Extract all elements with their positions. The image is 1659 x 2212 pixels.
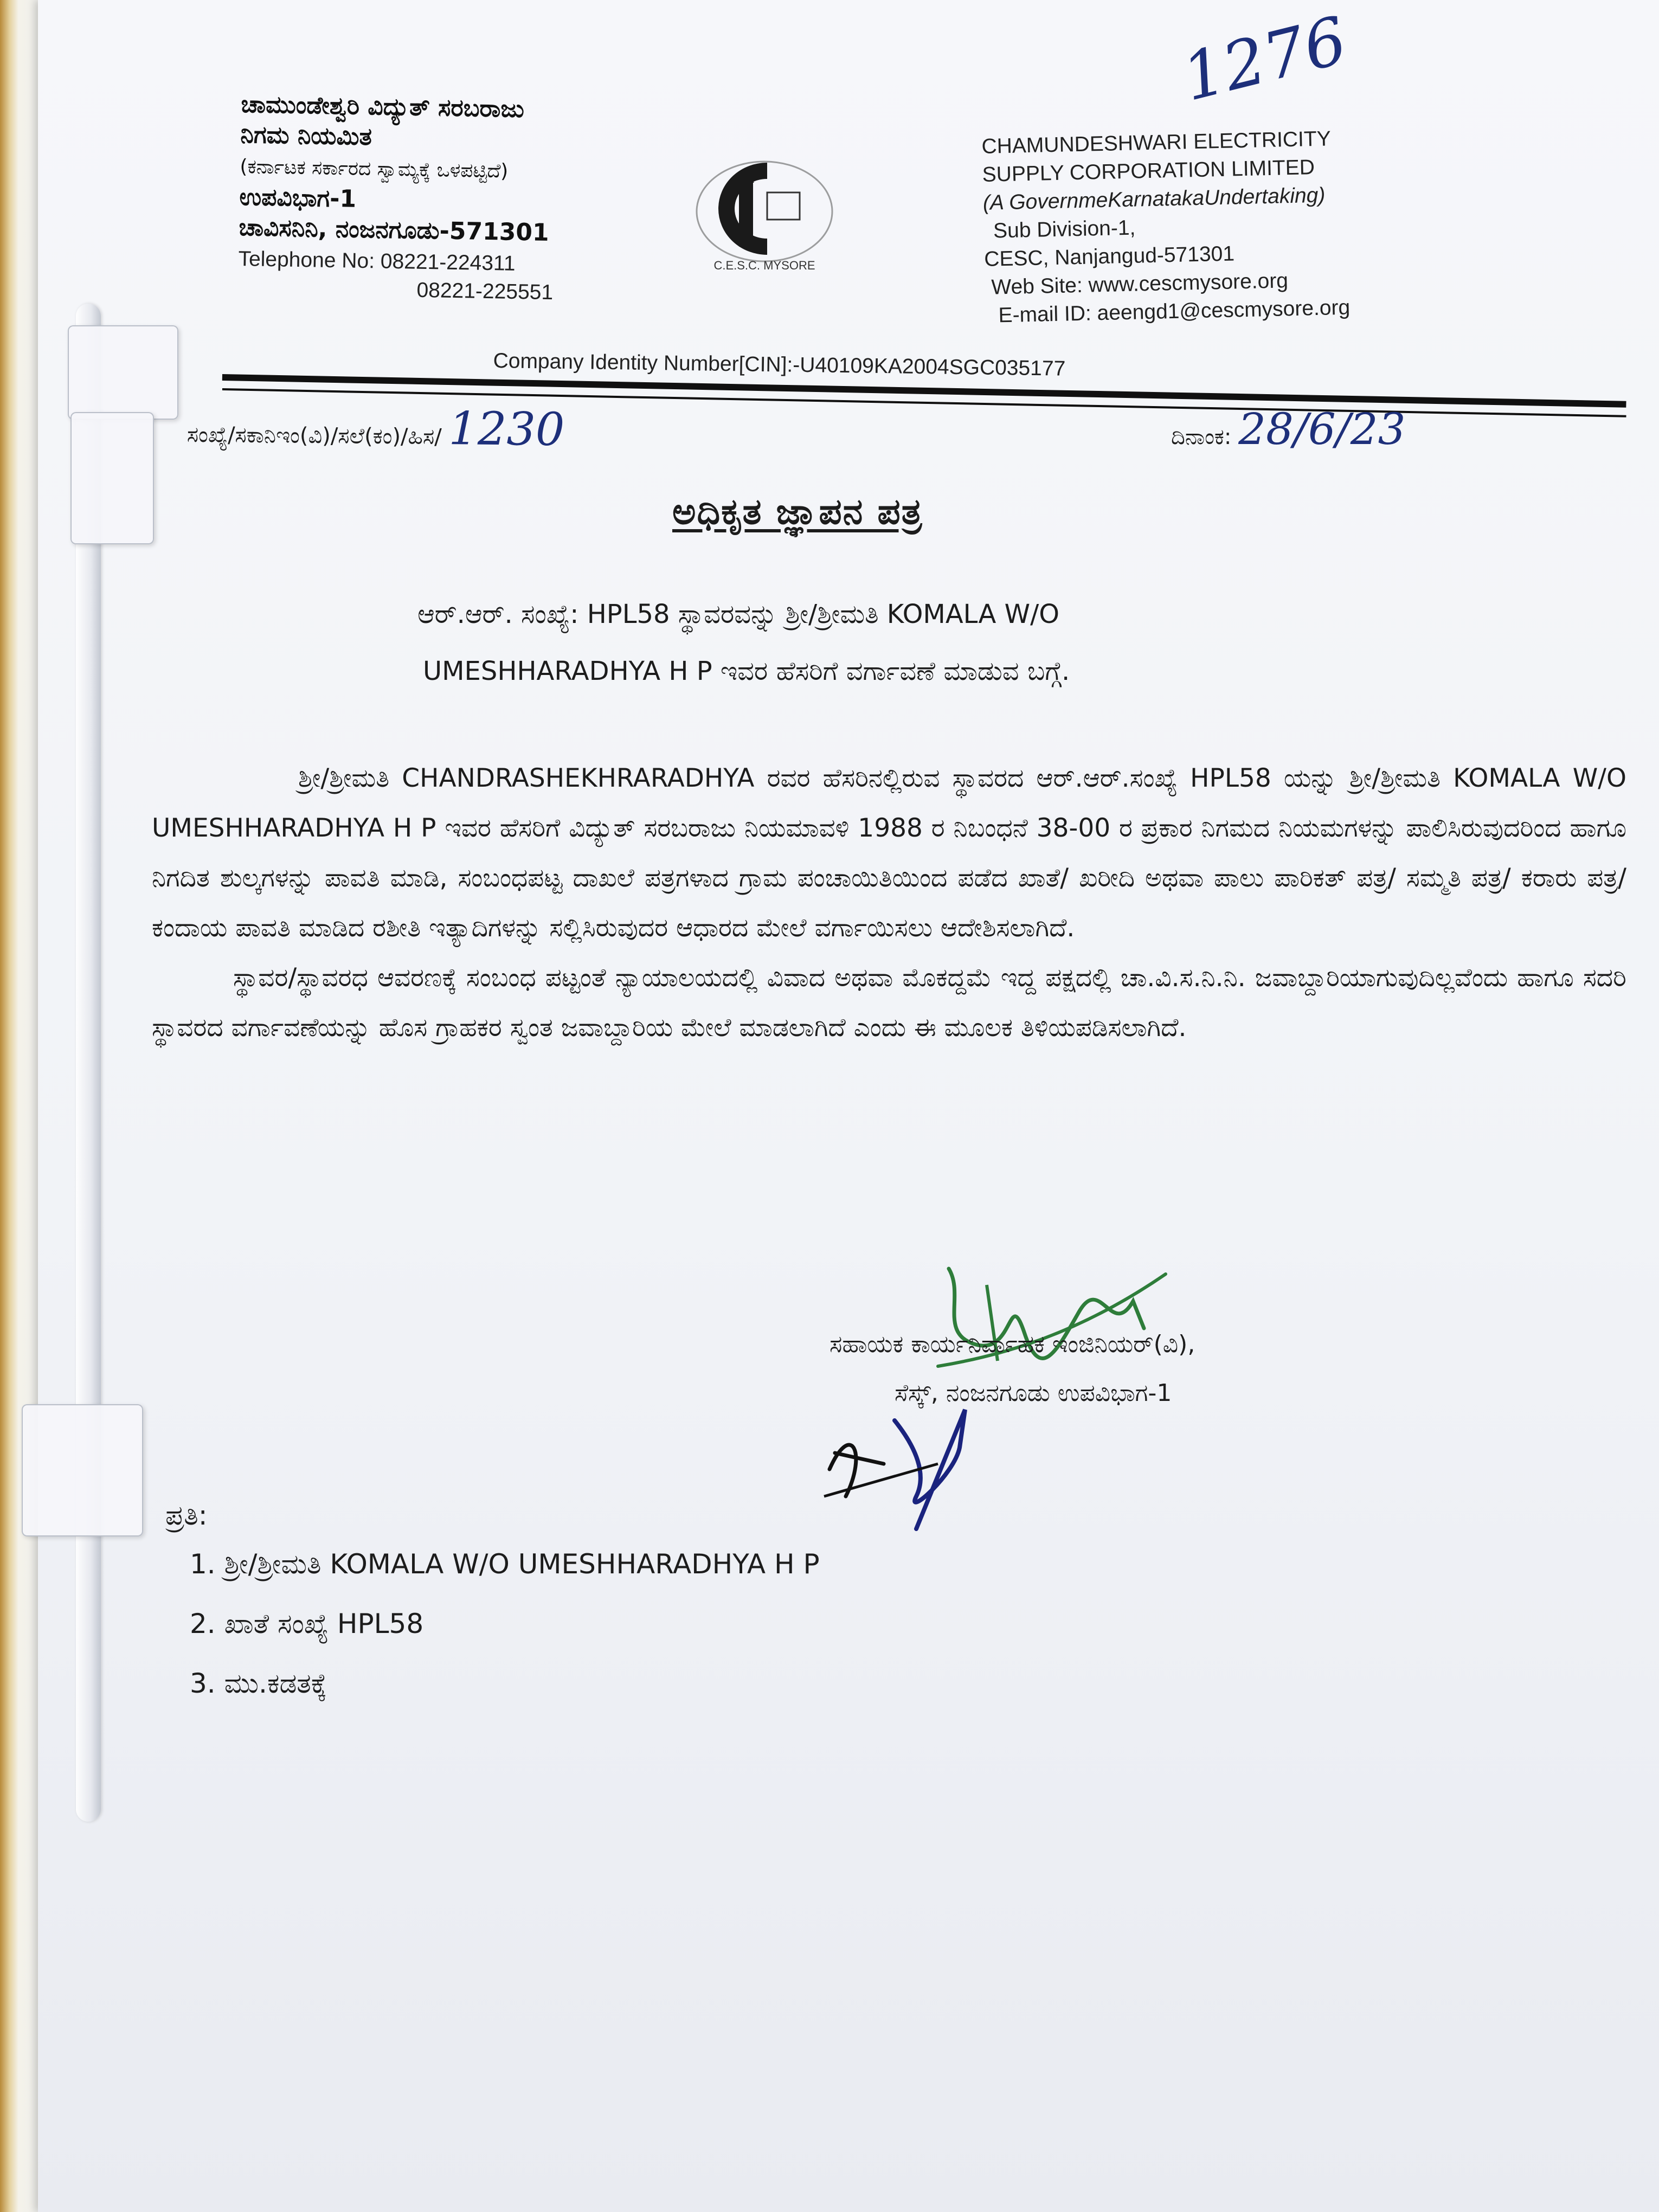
telephone-number: Telephone No: 08221-224311 xyxy=(238,247,516,275)
date-label: ದಿನಾಂಕ: xyxy=(1171,425,1232,449)
org-name-english-1: CHAMUNDESHWARI ELECTRICITY xyxy=(981,127,1332,158)
body-paragraph-2: ಸ್ಥಾವರ/ಸ್ಥಾವರಧ ಆವರಣಕ್ಕೆ ಸಂಬಂಧ ಪಟ್ಟಂತೆ ನ್ಯಾಯಾಲಯದಲ್ಲಿ ವಿವಾದ ಅಥವಾ ಮೊಕದ್ದಮೆ ಇದ್ದ ಪಕ್ಷದಲ್ಲಿ ಚಾ.ವಿ.ಸ.ನಿ.ನಿ. ಜವಾಬ್ದಾರಿಯಾಗುವುದಿಲ್ಲವೆಂದು ಹಾಗೂ ಸದರಿ ಸ್ಥಾವರದ ವರ್ಗಾವಣೆಯನ್ನು ಹೊಸ ಗ್ರಾಹಕರ ಸ್ವಂತ ಜವಾಬ್ದಾರಿಯ ಮೇಲೆ ಮಾಡಲಾಗಿದೆ ಎಂದು ಈ ಮೂಲಕ ತಿಳಿಯಪಡಿಸಲಾಗಿದೆ. xyxy=(152,963,1626,1043)
reference-number-line xyxy=(187,400,565,456)
email: E-mail ID: aeengd1@cescmysore.org xyxy=(998,295,1351,327)
reference-label: ಸಂಖ್ಯೆ/ಸಕಾನಿಇಂ(ವಿ)/ಸಲೆ(ಕಂ)/ಹಿಸ/ xyxy=(187,422,442,450)
govt-note-english: (A GovernmeKarnatakaUndertaking) xyxy=(982,183,1326,215)
binder-clip-top xyxy=(68,325,178,420)
org-name-kannada-2: ನಿಗಮ ನಿಯಮಿತ xyxy=(240,120,372,151)
copy-recipient-1: 1. ಶ್ರೀ/ಶ್ರೀಮತಿ KOMALA W/O UMESHHARADHYA H P xyxy=(190,1548,820,1580)
handwritten-inward-number: 1276 xyxy=(1175,3,1354,116)
address-english: CESC, Nanjangud-571301 xyxy=(983,242,1235,271)
header-english xyxy=(981,125,1351,330)
signatory-office: ಸೆಸ್ಕ್, ನಂಜನಗೂಡು ಉಪವಿಭಾಗ-1 xyxy=(895,1379,1172,1407)
copies-label: ಪ್ರತಿ: xyxy=(165,1500,208,1531)
org-name-kannada-1: ಚಾಮುಂಡೇಶ್ವರಿ ವಿದ್ಯುತ್ ಸರಬರಾಜು xyxy=(241,90,525,124)
cesc-logo xyxy=(691,149,854,274)
company-cin: Company Identity Number[CIN]:-U40109KA2004SGC035177 xyxy=(493,349,1066,381)
header-kannada xyxy=(237,89,556,307)
subject-line-1: ಆರ್.ಆರ್. ಸಂಖ್ಯೆ: HPL58 ಸ್ಥಾವರವನ್ನು ಶ್ರೀ/ಶ್ರೀಮತಿ KOMALA W/O xyxy=(417,599,1060,629)
signatory-designation: ಸಹಾಯಕ ಕಾರ್ಯನಿರ್ವಾಹಕ ಇಂಜಿನಿಯರ್(ವಿ), xyxy=(829,1330,1195,1358)
address-kannada: ಚಾವಿಸನಿನಿ, ನಂಜನಗೂಡು-571301 xyxy=(239,213,550,247)
website: Web Site: www.cescmysore.org xyxy=(991,269,1289,299)
govt-note-kannada: (ಕರ್ನಾಟಕ ಸರ್ಕಾರದ ಸ್ವಾಮ್ಯಕ್ಕೆ ಒಳಪಟ್ಟಿದೆ) xyxy=(240,155,509,183)
binder-clip-top-lower xyxy=(70,412,154,544)
binder-clip-bottom xyxy=(22,1404,143,1536)
letter-body xyxy=(152,754,1626,1053)
handwritten-reference-number: 1230 xyxy=(448,402,565,456)
logo-text: C.E.S.C. MYSORE xyxy=(713,259,815,272)
handwritten-date: 28/6/23 xyxy=(1238,404,1406,454)
copy-recipient-2: 2. ಖಾತೆ ಸಂಖ್ಯೆ HPL58 xyxy=(190,1608,424,1639)
copy-recipient-3: 3. ಮು.ಕಡತಕ್ಕೆ xyxy=(190,1668,327,1699)
document-title: ಅಧಿಕೃತ ಜ್ಞಾಪನ ಪತ್ರ xyxy=(672,491,923,532)
sub-division-english: Sub Division-1, xyxy=(993,216,1136,243)
subject-line-2: UMESHHARADHYA H P ಇವರ ಹೆಸರಿಗೆ ವರ್ಗಾವಣೆ ಮಾಡುವ ಬಗ್ಗೆ. xyxy=(423,656,1070,686)
org-name-english-2: SUPPLY CORPORATION LIMITED xyxy=(982,156,1315,187)
document-page xyxy=(38,0,1659,2212)
body-paragraph-1: ಶ್ರೀ/ಶ್ರೀಮತಿ CHANDRASHEKHRARADHYA ರವರ ಹೆಸರಿನಲ್ಲಿರುವ ಸ್ಥಾವರದ ಆರ್.ಆರ್.ಸಂಖ್ಯೆ HPL58 ಯನ್ನು ಶ್ರೀ/ಶ್ರೀಮತಿ KOMALA W/O UMESHHARADHYA H P ಇವರ ಹೆಸರಿಗೆ ವಿದ್ಯುತ್ ಸರಬರಾಜು ನಿಯಮಾವಳಿ 1988 ರ ನಿಬಂಧನೆ 38-00 ರ ಪ್ರಕಾರ ನಿಗಮದ ನಿಯಮಗಳನ್ನು ಪಾಲಿಸಿರುವುದರಿಂದ ಹಾಗೂ ನಿಗದಿತ ಶುಲ್ಕಗಳನ್ನು ಪಾವತಿ ಮಾಡಿ, ಸಂಬಂಧಪಟ್ಟ ದಾಖಲೆ ಪತ್ರಗಳಾದ ಗ್ರಾಮ ಪಂಚಾಯಿತಿಯಿಂದ ಪಡೆದ ಖಾತೆ/ ಖರೀದಿ ಅಥವಾ ಪಾಲು ಪಾರಿಕತ್ ಪತ್ರ/ ಸಮ್ಮತಿ ಪತ್ರ/ ಕರಾರು ಪತ್ರ/ ಕಂದಾಯ ಪಾವತಿ ಮಾಡಿದ ರಶೀತಿ ಇತ್ಯಾದಿಗಳನ್ನು ಸಲ್ಲಿಸಿರುವುದರ ಆಧಾರದ ಮೇಲೆ ವರ್ಗಾಯಿಸಲು ಆದೇಶಿಸಲಾಗಿದೆ. xyxy=(152,763,1626,943)
date-line xyxy=(1171,404,1406,454)
telephone-number-2: 08221-225551 xyxy=(416,278,554,305)
sub-division-kannada: ಉಪವಿಭಾಗ-1 xyxy=(239,183,357,213)
